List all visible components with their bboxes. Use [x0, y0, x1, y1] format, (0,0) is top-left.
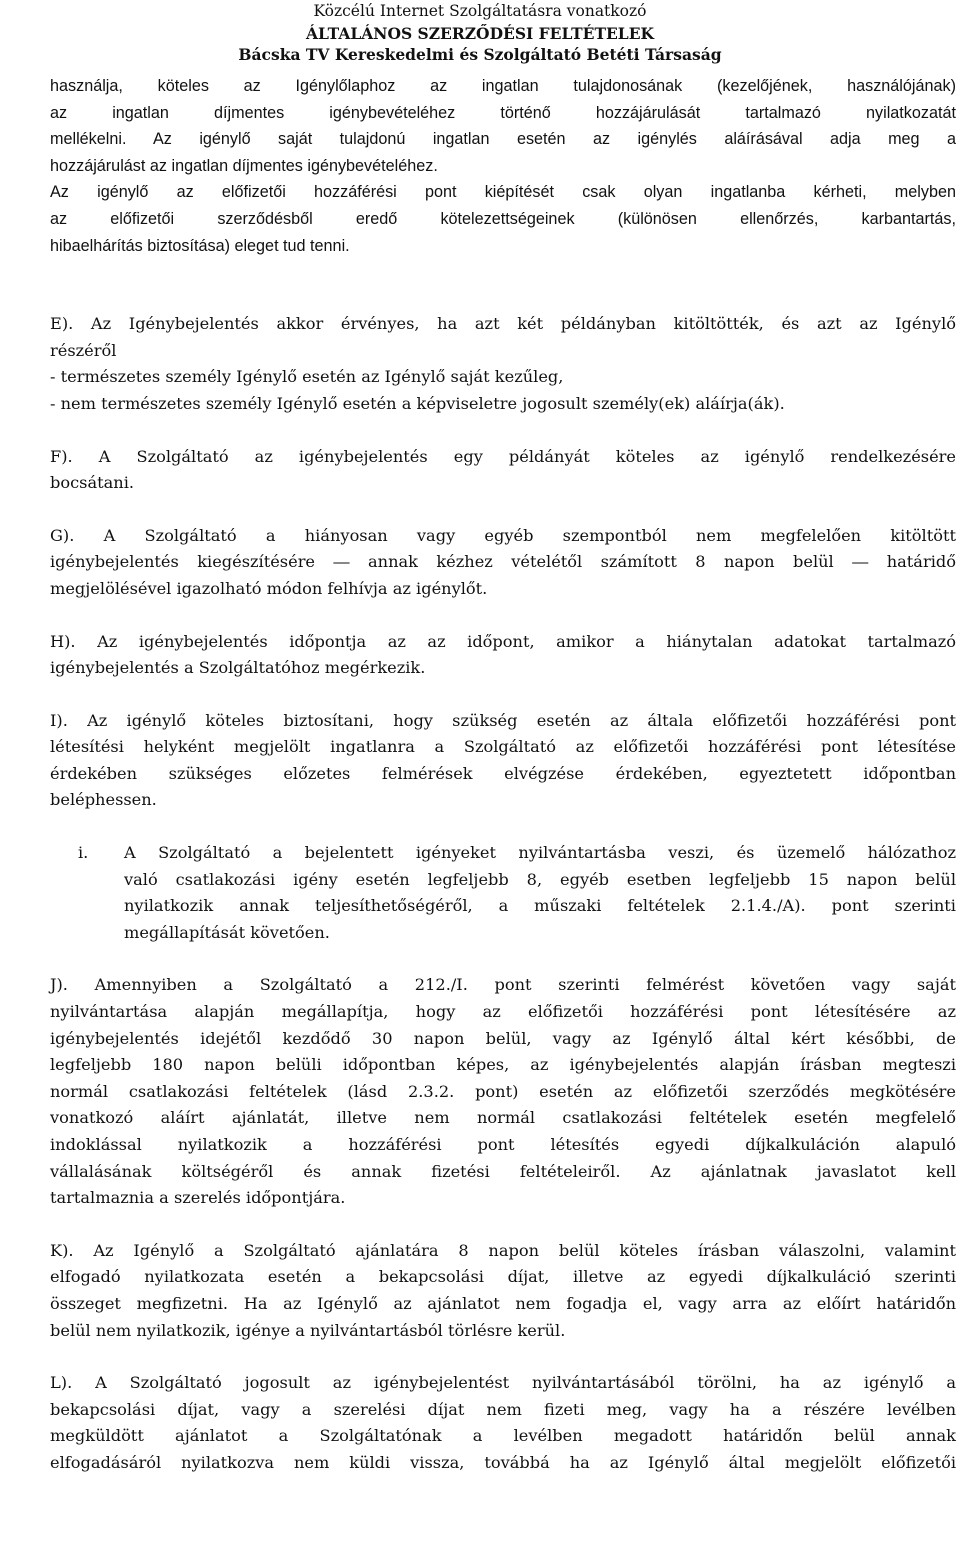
text-line: Az igénylő az előfizetői hozzáférési pont kiépítését csak olyan ingatlanba kérheti, melyben — [50, 183, 956, 202]
text-line: összeget megfizetni. Ha az Igénylő az ajánlatot nem fogadja el, vagy arra az előírt határidőn — [50, 1293, 956, 1313]
header-company: Bácska TV Kereskedelmi és Szolgáltató Betéti Társaság — [238, 45, 722, 64]
text-line: normál csatlakozási feltételek (lásd 2.3.2. pont) esetén az előfizetői szerződés megkötésére — [50, 1081, 956, 1101]
paragraph-intro — [50, 73, 956, 259]
text-line: létesítési helyként megjelölt ingatlanra a Szolgáltató az előfizetői hozzáférési pont létesítése — [50, 737, 956, 757]
text-line: az ingatlan díjmentes igénybevételéhez történő hozzájárulását tartalmazó nyilatkozatát — [50, 103, 956, 122]
text-line: vonatkozó aláírt ajánlatát, illetve nem normál csatlakozási feltételek esetén megfelelő — [50, 1108, 956, 1128]
list-item — [50, 840, 956, 946]
text-line: L). A Szolgáltató jogosult az igénybejelentést nyilvántartásából törölni, ha az igénylő a — [50, 1373, 956, 1393]
document-header — [0, 0, 960, 76]
text-line: J). Amennyiben a Szolgáltató a 212./I. pont szerinti felmérést követően vagy saját — [50, 975, 956, 995]
text-line: elfogadásáról nyilatkozva nem küldi vissza, továbbá ha az Igénylő által megjelölt előfizetői — [50, 1452, 956, 1472]
text-line: való csatlakozási igény esetén legfeljebb 8, egyéb esetben legfeljebb 15 napon belül — [124, 869, 956, 889]
paragraph-i — [50, 708, 956, 814]
text-line: igénybejelentés idejétől kezdődő 30 napon belül, vagy az Igénylő által kért későbbi, de — [50, 1028, 956, 1048]
paragraph-e — [50, 311, 956, 417]
text-line: részéről — [50, 340, 117, 360]
text-line: nyilvántartása alapján megállapítja, hogy az előfizetői hozzáférési pont létesítésére az — [50, 1002, 956, 1022]
text-line: bekapcsolási díjat, vagy a szerelési díjat nem fizeti meg, vagy ha a részére levélben — [50, 1399, 956, 1419]
text-line: megküldött ajánlatot a Szolgáltatónak a levélben megadott határidőn belül annak — [50, 1426, 956, 1446]
text-line: F). A Szolgáltató az igénybejelentés egy példányát köteles az igénylő rendelkezésére — [50, 446, 956, 466]
text-line: - nem természetes személy Igénylő esetén a képviseletre jogosult személy(ek) aláírja(ák). — [50, 393, 785, 413]
paragraph-g — [50, 523, 956, 603]
text-line: hibaelhárítás biztosítása) eleget tud tenni. — [50, 236, 350, 255]
text-line: igénybejelentés kiegészítésére ― annak kézhez vételétől számított 8 napon belül ― határidő — [50, 552, 956, 572]
text-line: mellékelni. Az igénylő saját tulajdonú ingatlan esetén az igénylés aláírásával adja meg a — [50, 130, 956, 149]
text-line: beléphessen. — [50, 790, 157, 810]
text-line: indoklással nyilatkozik a hozzáférési pont létesítés egyedi díjkalkuláción alapuló — [50, 1135, 956, 1154]
text-line: az előfizetői szerződésből eredő kötelezettségeinek (különösen ellenőrzés, karbantartás, — [50, 209, 956, 228]
text-line: G). A Szolgáltató a hiányosan vagy egyéb szempontból nem megfelelően kitöltött — [50, 525, 956, 545]
text-line: hozzájárulást az ingatlan díjmentes igénybevételéhez. — [50, 156, 438, 175]
text-line: megjelölésével igazolható módon felhívja az igénylőt. — [50, 578, 488, 598]
document-body — [50, 73, 956, 1477]
text-line: - természetes személy Igénylő esetén az Igénylő saját kezűleg, — [50, 367, 564, 387]
text-line: I). Az igénylő köteles biztosítani, hogy szükség esetén az általa előfizetői hozzáférési pont — [50, 710, 956, 730]
list-marker: i. — [78, 843, 89, 863]
list-item-text — [124, 840, 956, 946]
text-line: E). Az Igénybejelentés akkor érvényes, ha azt két példányban kitöltötték, és azt az Igénylő — [50, 314, 956, 334]
paragraph-f — [50, 444, 956, 497]
text-line: belül nem nyilatkozik, igénye a nyilvántartásból törlésre kerül. — [50, 1320, 566, 1340]
paragraph-k — [50, 1238, 956, 1344]
text-line: legfeljebb 180 napon belüli időpontban képes, az igénybejelentés alapján írásban megteszi — [50, 1055, 956, 1075]
text-line: H). Az igénybejelentés időpontja az az időpont, amikor a hiánytalan adatokat tartalmazó — [50, 631, 956, 651]
header-title: ÁLTALÁNOS SZERZŐDÉSI FELTÉTELEK — [305, 23, 654, 43]
text-line: érdekében szükséges előzetes felmérések elvégzése érdekében, egyeztetett időpontban — [50, 763, 956, 783]
text-line: nyilatkozik annak teljesíthetőségéről, a műszaki feltételek 2.1.4./A). pont szerinti — [124, 896, 956, 916]
text-line: vállalásának költségéről és annak fizetési feltételeiről. Az ajánlatnak javaslatot kell — [50, 1161, 956, 1181]
paragraph-h — [50, 629, 956, 682]
text-line: igénybejelentés a Szolgáltatóhoz megérkezik. — [50, 658, 426, 678]
text-line: elfogadó nyilatkozata esetén a bekapcsolási díjat, illetve az egyedi díjkalkuláció szerinti — [50, 1267, 956, 1287]
text-line: K). Az Igénylő a Szolgáltató ajánlatára 8 napon belül köteles írásban válaszolni, valamint — [50, 1240, 956, 1260]
text-line: A Szolgáltató a bejelentett igényeket nyilvántartásba veszi, és üzemelő hálózathoz — [124, 843, 956, 863]
header-subtitle: Közcélú Internet Szolgáltatásra vonatkozó — [313, 2, 647, 20]
paragraph-j — [50, 972, 956, 1211]
text-line: használja, köteles az Igénylőlaphoz az ingatlan tulajdonosának (kezelőjének, használójának) — [50, 77, 956, 95]
text-line: megállapítását követően. — [124, 922, 330, 942]
text-line: bocsátani. — [50, 473, 135, 493]
paragraph-l — [50, 1370, 956, 1476]
text-line: tartalmaznia a szerelés időpontjára. — [50, 1188, 346, 1208]
